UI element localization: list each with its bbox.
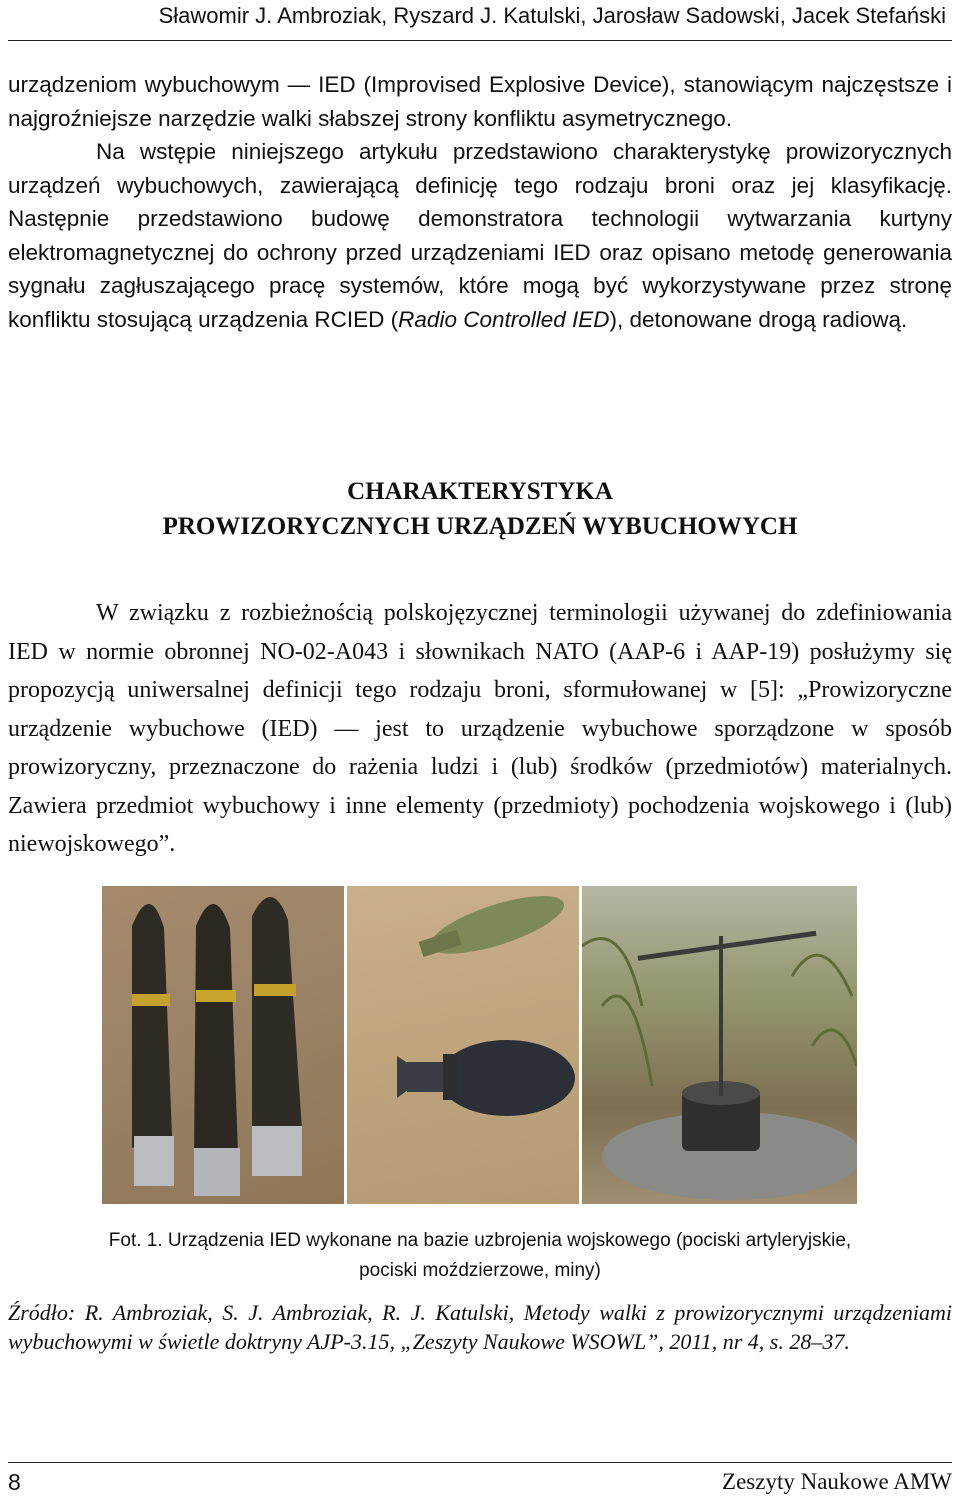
shell-middle — [194, 904, 240, 1196]
section-title-line2: PROWIZORYCZNYCH URZĄDZEŃ WYBUCHOWYCH — [162, 513, 798, 540]
mortar-shell-bottom — [397, 1040, 575, 1116]
artillery-shells-illustration — [102, 886, 344, 1204]
figure-caption — [8, 1226, 952, 1286]
journal-name: Zeszyty Naukowe AMW — [722, 1469, 952, 1494]
figure-photos — [102, 886, 857, 1204]
section-title-line1: CHARAKTERYSTYKA — [347, 478, 613, 505]
figure-source: Źródło: R. Ambroziak, S. J. Ambroziak, R. J. Katulski, Metody walki z prowizorycznymi urządzeniami wybuchowymi w świetle doktryny AJP-3.15, „Zeszyty Naukowe WSOWL”, 2011, nr 4, s. 28–37. — [8, 1300, 952, 1354]
photo-mortar-shells — [347, 886, 579, 1204]
caption-line1: Fot. 1. Urządzenia IED wykonane na bazie uzbrojenia wojskowego (pociski artyleryjskie, — [108, 1230, 852, 1251]
mortar-shell-top — [415, 886, 570, 969]
definition-paragraph: W związku z rozbieżnością polskojęzycznej terminologii używanej do zdefiniowania IED w normie obronnej NO-02-A043 i słownikach NATO (AAP-6 i AAP-19) posłużymy się propozycją uniwersalnej definicji tego rodzaju broni, sformułowanej w [5]: „Prowizoryczne urządzenie wybuchowe (IED) — jest to urządzenie wybuchowe sporządzone w sposób prowizoryczny, przeznaczone do rażenia ludzi i (lub) środków (przedmiotów) materialnych. Zawiera przedmiot wybuchowy i inne elementy (przedmioty) pochodzenia wojskowego i (lub) niewojskowego”. — [8, 600, 952, 857]
shell-right — [252, 897, 302, 1176]
page-number: 8 — [8, 1469, 21, 1495]
section-title — [8, 474, 952, 544]
mortar-shells-illustration — [347, 886, 579, 1204]
intro-text-b: Na wstępie niniejszego artykułu przedstawiono charakterystykę prowizorycznych urządzeń wybuchowych, zawierającą definicję tego rodzaju broni oraz jej klasyfikację. Następnie przedstawiono budowę demonstratora technologii wytwarzania kurtyny elektromagnetycznej do ochrony przed urządzeniami IED oraz opisano metodę generowania sygnału zagłuszającego pracę systemów, które mogą być wykorzystywane przez stronę konfliktu stosującą urządzenia RCIED ( — [8, 139, 952, 332]
caption-line2: pociski moździerzowe, miny) — [359, 1260, 601, 1281]
header-divider — [8, 40, 952, 41]
shell-left — [132, 904, 174, 1186]
intro-italic-term: Radio Controlled IED — [398, 306, 610, 332]
intro-paragraph — [8, 68, 952, 336]
intro-text-c: ), detonowane drogą radiową. — [609, 306, 908, 332]
photo-artillery-shells — [102, 886, 344, 1204]
running-header-authors: Sławomir J. Ambroziak, Ryszard J. Katulski, Jarosław Sadowski, Jacek Stefański — [158, 3, 946, 28]
intro-text-a: urządzeniom wybuchowym — IED (Improvised Explosive Device), stanowiącym najczęstsze i najgroźniejsze narzędzie walki słabszej strony konfliktu asymetrycznego. — [8, 72, 952, 131]
photo-mine — [582, 886, 857, 1204]
mine-illustration — [582, 886, 857, 1204]
footer-divider — [8, 1462, 952, 1463]
